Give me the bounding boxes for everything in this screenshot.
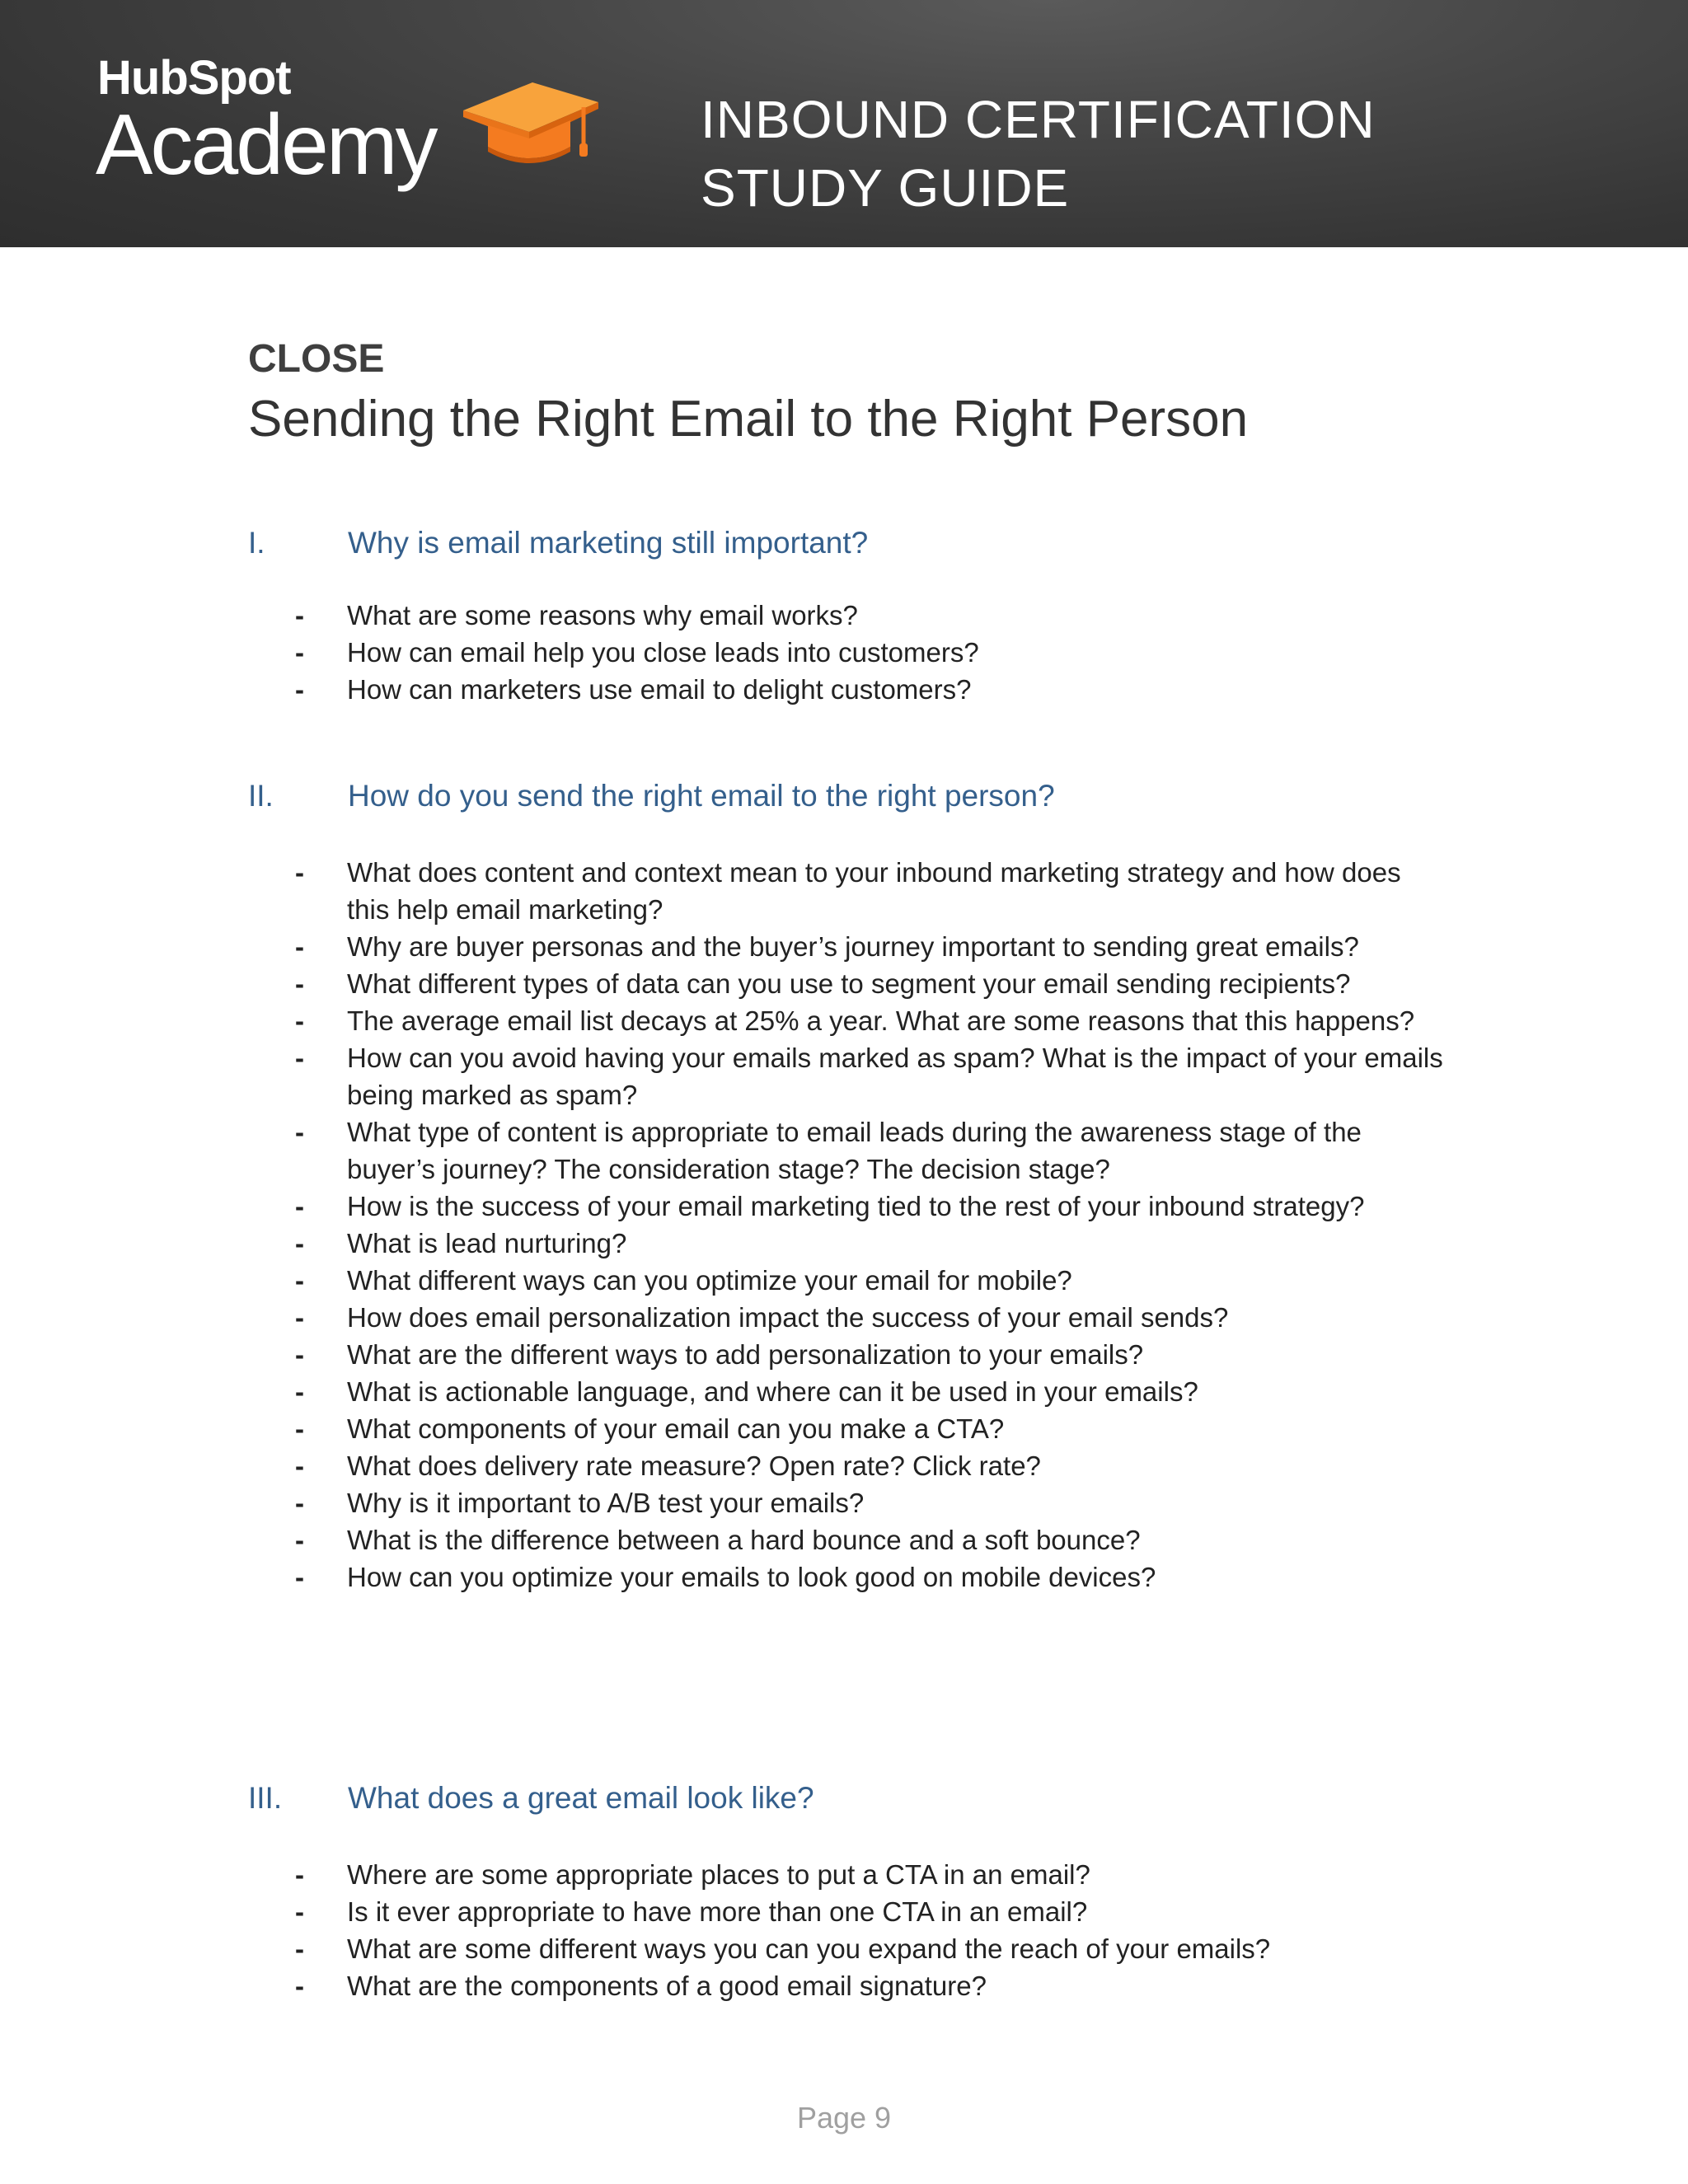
- section-heading-text: What does a great email look like?: [348, 1781, 814, 1815]
- list-marker: -: [295, 1488, 304, 1518]
- header-banner: [0, 0, 1688, 247]
- section-heading-text: Why is email marketing still important?: [348, 526, 869, 560]
- list-item: [295, 597, 1449, 634]
- list-marker: -: [295, 1265, 304, 1296]
- page-title: Sending the Right Email to the Right Person: [248, 391, 1249, 448]
- list-marker: -: [295, 968, 304, 999]
- logo-hubspot-text: HubSpot: [97, 51, 291, 105]
- question-text: What are the different ways to add personalization to your emails?: [347, 1339, 1144, 1370]
- graduation-cap-icon: [460, 77, 600, 168]
- list-item: [295, 1930, 1449, 1967]
- list-marker: -: [295, 1228, 304, 1258]
- list-item: [295, 671, 1449, 708]
- question-text: What are the components of a good email signature?: [347, 1971, 987, 2001]
- list-item: [295, 928, 1449, 965]
- list-item: [295, 1967, 1449, 2004]
- question-text: How can you optimize your emails to look good on mobile devices?: [347, 1562, 1156, 1592]
- question-text: What does delivery rate measure? Open rate? Click rate?: [347, 1451, 1041, 1481]
- list-item: [295, 1558, 1449, 1596]
- list-marker: -: [295, 1191, 304, 1221]
- list-item: [295, 1373, 1449, 1410]
- page-number: Page 9: [796, 2101, 892, 2135]
- list-item: [295, 1002, 1449, 1039]
- list-marker: -: [295, 857, 304, 888]
- section-number: I.: [248, 526, 265, 560]
- question-text: How can you avoid having your emails marked as spam? What is the impact of your emails being marked as spam?: [347, 1043, 1443, 1110]
- section-number: II.: [248, 779, 274, 813]
- question-text: How does email personalization impact the success of your email sends?: [347, 1302, 1229, 1333]
- question-text: What is lead nurturing?: [347, 1228, 627, 1258]
- list-marker: -: [295, 1302, 304, 1333]
- header-title: [701, 86, 1376, 223]
- list-item: [295, 1299, 1449, 1336]
- list-marker: -: [295, 1339, 304, 1370]
- question-list-1: [295, 597, 1449, 708]
- list-item: [295, 1484, 1449, 1521]
- section-number: III.: [248, 1781, 283, 1815]
- list-item: [295, 1856, 1449, 1893]
- question-text: What is actionable language, and where can it be used in your emails?: [347, 1376, 1198, 1407]
- list-item: [295, 1225, 1449, 1262]
- header-title-line1: INBOUND CERTIFICATION: [701, 90, 1376, 149]
- question-text: What different ways can you optimize your email for mobile?: [347, 1265, 1072, 1296]
- question-text: Why is it important to A/B test your emails?: [347, 1488, 865, 1518]
- list-item: [295, 1039, 1449, 1113]
- list-marker: -: [295, 1376, 304, 1407]
- list-marker: -: [295, 674, 304, 705]
- list-marker: -: [295, 1896, 304, 1927]
- list-marker: -: [295, 1971, 304, 2001]
- question-list-2: [295, 854, 1449, 1596]
- section-heading-text: How do you send the right email to the right person?: [348, 779, 1055, 813]
- question-text: Where are some appropriate places to put a CTA in an email?: [347, 1859, 1090, 1890]
- question-text: Is it ever appropriate to have more than one CTA in an email?: [347, 1896, 1088, 1927]
- question-text: What different types of data can you use to segment your email sending recipients?: [347, 968, 1351, 999]
- list-item: [295, 1336, 1449, 1373]
- list-marker: -: [295, 637, 304, 668]
- list-marker: -: [295, 1451, 304, 1481]
- question-text: What are some reasons why email works?: [347, 600, 858, 630]
- list-marker: -: [295, 931, 304, 962]
- list-item: [295, 634, 1449, 671]
- list-item: [295, 965, 1449, 1002]
- logo-academy-text: Academy: [96, 97, 436, 193]
- question-text: What type of content is appropriate to email leads during the awareness stage of the buyer’s journey? The consideration stage? The decision stage?: [347, 1117, 1362, 1184]
- question-text: What are some different ways you can you expand the reach of your emails?: [347, 1933, 1271, 1964]
- list-marker: -: [295, 1562, 304, 1592]
- question-text: How can email help you close leads into customers?: [347, 637, 979, 668]
- list-marker: -: [295, 1005, 304, 1036]
- list-item: [295, 1521, 1449, 1558]
- list-marker: -: [295, 1525, 304, 1555]
- list-item: [295, 1262, 1449, 1299]
- list-marker: -: [295, 600, 304, 630]
- question-text: Why are buyer personas and the buyer’s journey important to sending great emails?: [347, 931, 1359, 962]
- list-item: [295, 1447, 1449, 1484]
- question-text: How is the success of your email marketing tied to the rest of your inbound strategy?: [347, 1191, 1365, 1221]
- section-kicker: CLOSE: [248, 337, 385, 381]
- list-item: [295, 1893, 1449, 1930]
- question-list-3: [295, 1856, 1449, 2004]
- question-text: What is the difference between a hard bounce and a soft bounce?: [347, 1525, 1141, 1555]
- list-marker: -: [295, 1117, 304, 1147]
- list-item: [295, 854, 1449, 928]
- question-text: What components of your email can you make a CTA?: [347, 1413, 1005, 1444]
- list-marker: -: [295, 1859, 304, 1890]
- list-marker: -: [295, 1413, 304, 1444]
- list-item: [295, 1113, 1449, 1188]
- question-text: How can marketers use email to delight customers?: [347, 674, 972, 705]
- list-marker: -: [295, 1933, 304, 1964]
- question-text: The average email list decays at 25% a year. What are some reasons that this happens?: [347, 1005, 1415, 1036]
- list-item: [295, 1410, 1449, 1447]
- list-item: [295, 1188, 1449, 1225]
- question-text: What does content and context mean to your inbound marketing strategy and how does this help email marketing?: [347, 857, 1401, 925]
- header-title-line2: STUDY GUIDE: [701, 158, 1070, 218]
- list-marker: -: [295, 1043, 304, 1073]
